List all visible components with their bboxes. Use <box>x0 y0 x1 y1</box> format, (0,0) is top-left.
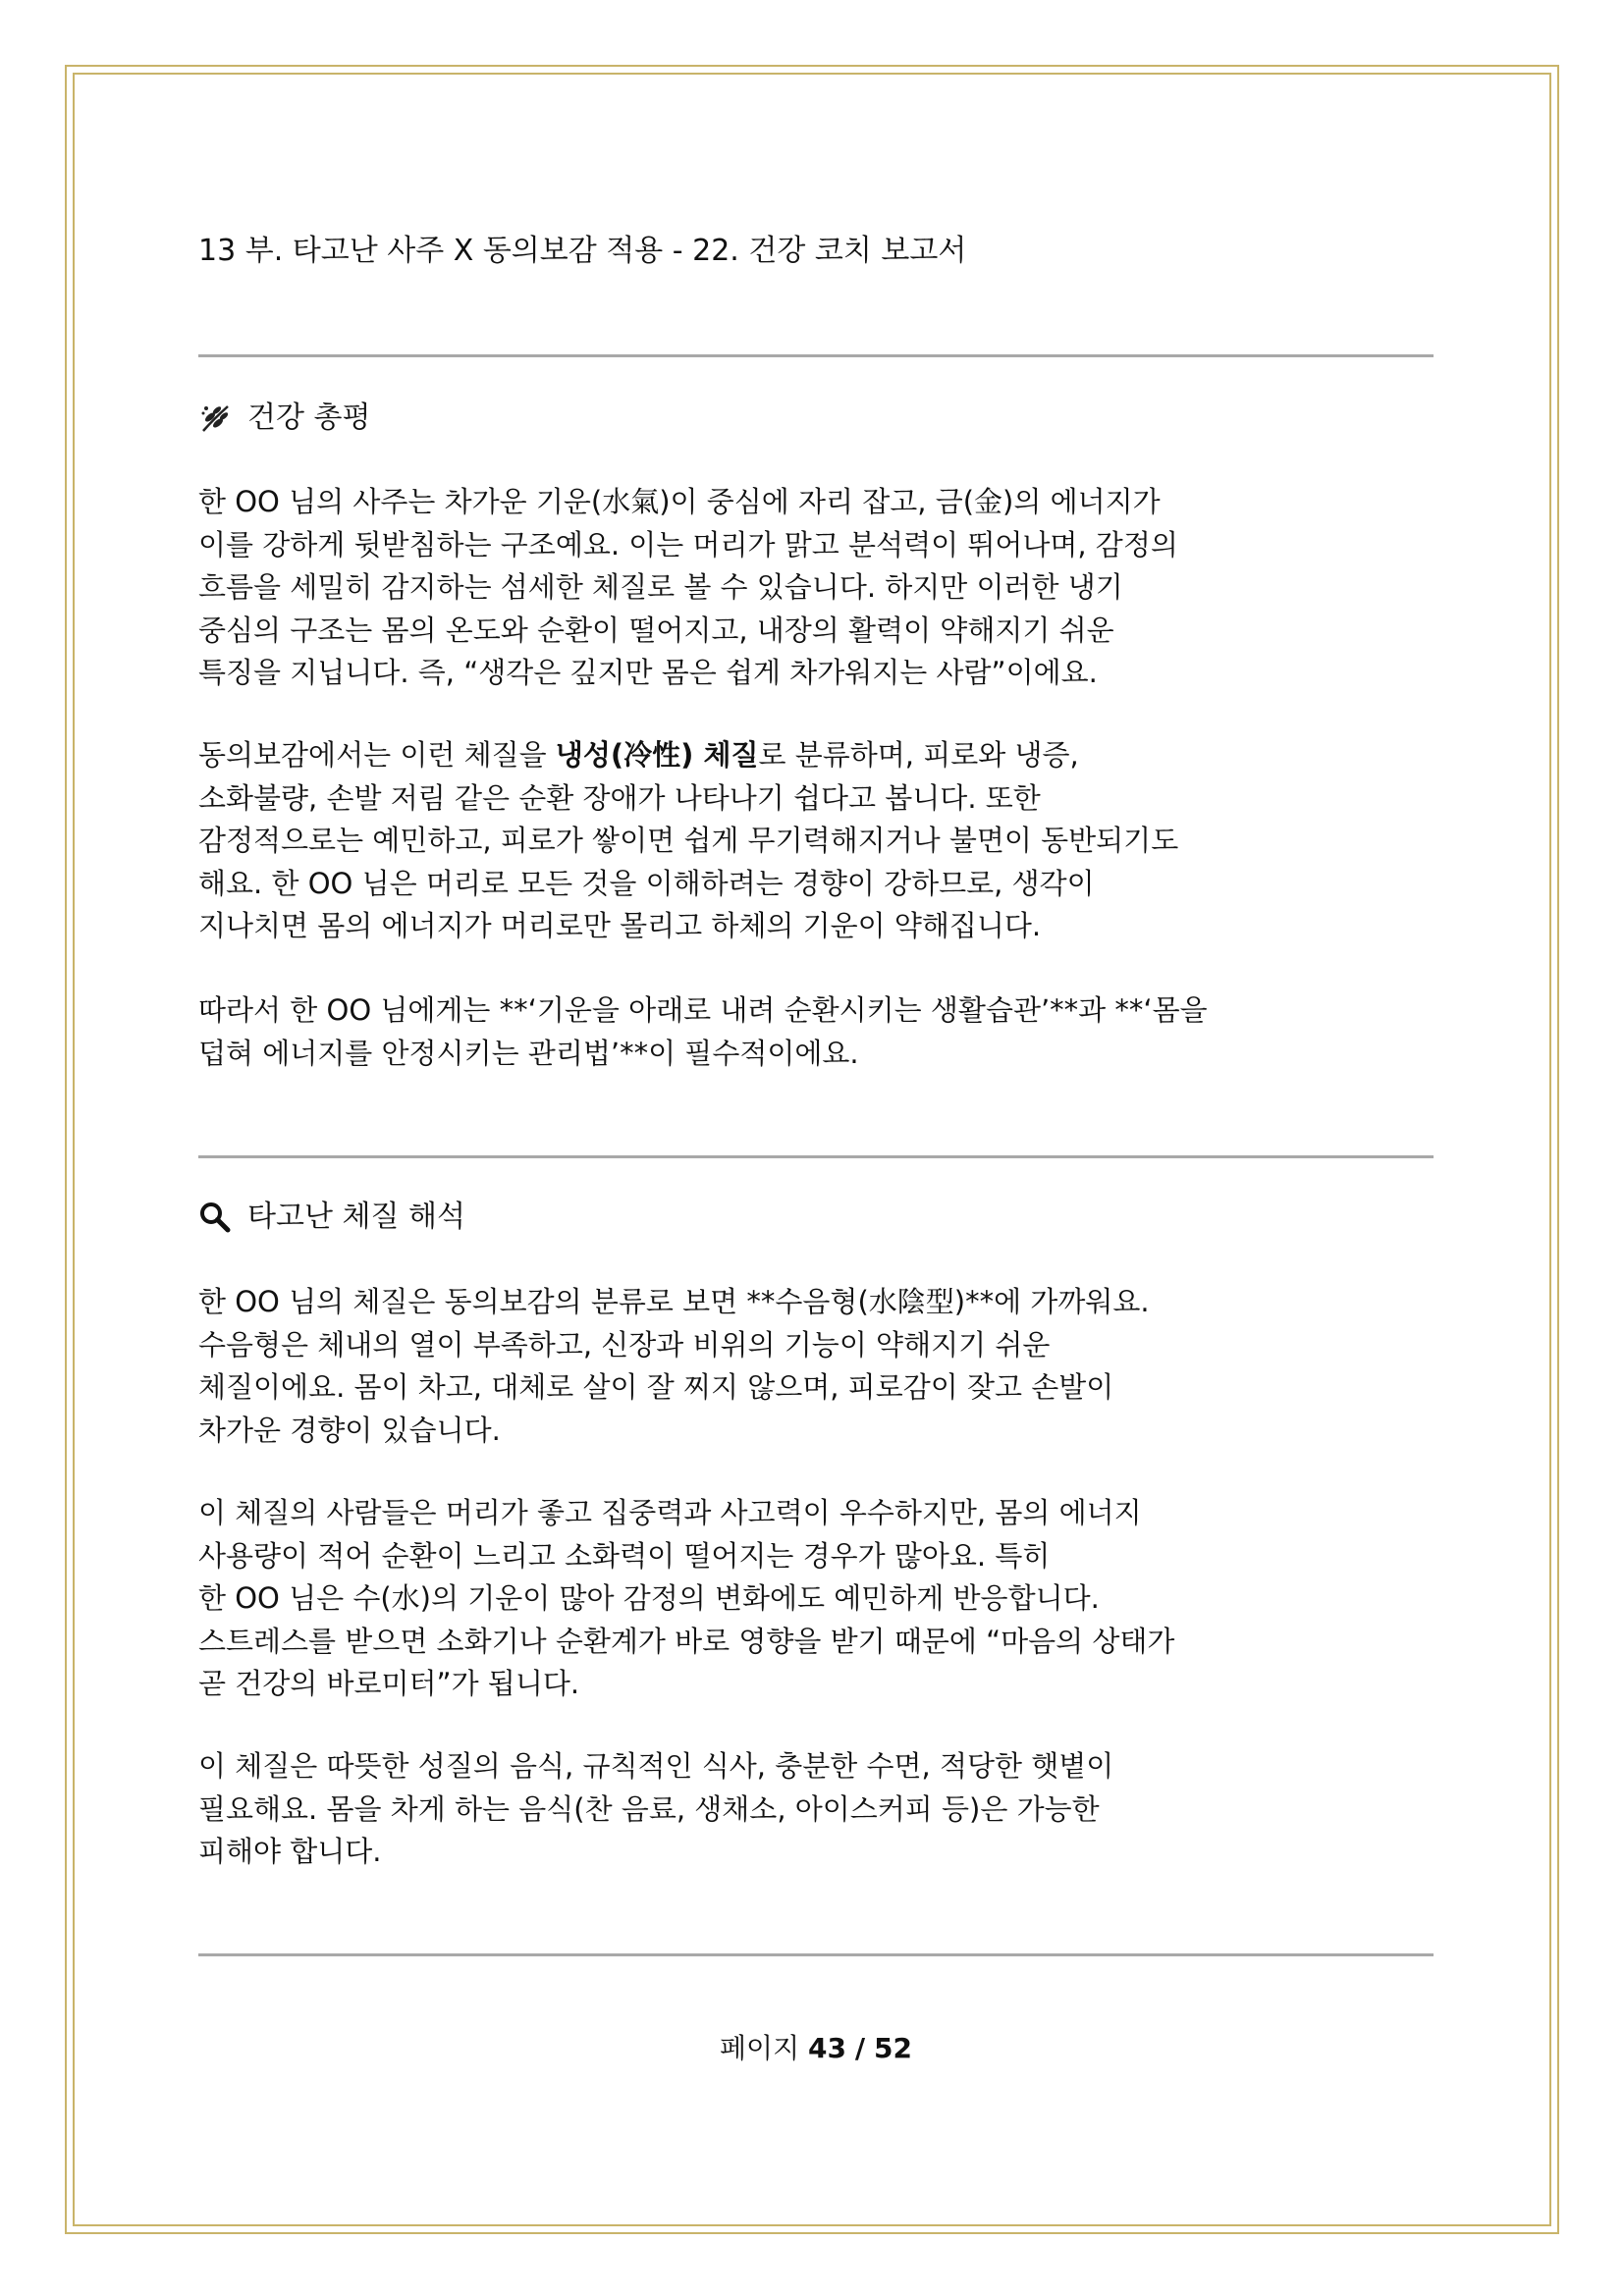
text-line: 차가운 경향이 있습니다. <box>198 1413 501 1447</box>
text-line: 사용량이 적어 순환이 느리고 소화력이 떨어지는 경우가 많아요. 특히 <box>198 1538 1051 1573</box>
text-line: 필요해요. 몸을 차게 하는 음식(찬 음료, 생채소, 아이스커피 등)은 가능한 <box>198 1791 1100 1826</box>
emphasis-text: 냉성(冷性) 체질 <box>555 738 759 772</box>
page-label: 페이지 <box>719 2032 800 2064</box>
paragraph <box>198 481 1437 695</box>
section-heading-health-overview <box>198 399 370 438</box>
text-line: 따라서 한 OO 님에게는 **‘기운을 아래로 내려 순환시키는 생활습관’**과 **‘몸을 <box>198 993 1208 1027</box>
text-line: 이를 강하게 뒷받침하는 구조예요. 이는 머리가 맑고 분석력이 뛰어나며, 감정의 <box>198 527 1178 561</box>
text-line: 이 체질은 따뜻한 성질의 음식, 규칙적인 식사, 충분한 수면, 적당한 햇볕이 <box>198 1749 1114 1783</box>
text-line: 한 OO 님의 사주는 차가운 기운(水氣)이 중심에 자리 잡고, 금(金)의 에너지가 <box>198 485 1161 518</box>
document-title: 13 부. 타고난 사주 X 동의보감 적용 - 22. 건강 코치 보고서 <box>198 234 967 268</box>
current-page: 43 <box>808 2032 846 2064</box>
page-number <box>198 2031 1434 2066</box>
text-line: 스트레스를 받으면 소화기나 순환계가 바로 영향을 받기 때문에 “마음의 상태가 <box>198 1624 1175 1658</box>
text-line: 덥혀 에너지를 안정시키는 관리법’**이 필수적이에요. <box>198 1036 859 1070</box>
text-line: 한 OO 님의 체질은 동의보감의 분류로 보면 **수음형(水陰型)**에 가까워요. <box>198 1285 1150 1318</box>
paragraph <box>198 1492 1437 1706</box>
page-border-inner <box>73 73 1551 2226</box>
text-run: 동의보감에서는 이런 체질을 <box>198 738 556 772</box>
section-heading-label: 타고난 체질 해석 <box>247 1200 465 1234</box>
text-line: 특징을 지닙니다. 즉, “생각은 깊지만 몸은 쉽게 차가워지는 사람”이에요. <box>198 656 1098 689</box>
divider <box>198 354 1434 357</box>
text-line: 곧 건강의 바로미터”가 됩니다. <box>198 1667 580 1700</box>
text-line: 흐름을 세밀히 감지하는 섬세한 체질로 볼 수 있습니다. 하지만 이러한 냉기 <box>198 570 1123 604</box>
text-line: 체질이에요. 몸이 차고, 대체로 살이 잘 찌지 않으며, 피로감이 잦고 손발이 <box>198 1370 1114 1404</box>
total-pages: 52 <box>874 2032 913 2064</box>
text-line: 소화불량, 손발 저림 같은 순환 장애가 나타나기 쉽다고 봅니다. 또한 <box>198 780 1041 815</box>
paragraph <box>198 734 1437 948</box>
page-separator: / <box>854 2032 866 2064</box>
text-line: 피해야 합니다. <box>198 1835 382 1868</box>
text-line: 한 OO 님은 수(水)의 기운이 많아 감정의 변화에도 예민하게 반응합니다. <box>198 1581 1100 1615</box>
paragraph <box>198 1745 1437 1874</box>
text-line: 수음형은 체내의 열이 부족하고, 신장과 비위의 기능이 약해지기 쉬운 <box>198 1327 1051 1362</box>
text-line: 이 체질의 사람들은 머리가 좋고 집중력과 사고력이 우수하지만, 몸의 에너지 <box>198 1496 1142 1529</box>
divider <box>198 1155 1434 1158</box>
text-line: 지나치면 몸의 에너지가 머리로만 몰리고 하체의 기운이 약해집니다. <box>198 909 1042 942</box>
section-heading-constitution <box>198 1198 465 1237</box>
text-line <box>198 734 1437 777</box>
paragraph <box>198 989 1437 1075</box>
section-heading-label: 건강 총평 <box>247 400 371 435</box>
paragraph <box>198 1281 1437 1452</box>
text-line: 중심의 구조는 몸의 온도와 순환이 떨어지고, 내장의 활력이 약해지기 쉬운 <box>198 613 1114 647</box>
divider <box>198 1953 1434 1956</box>
search-icon <box>198 1201 232 1234</box>
herb-leaf-icon <box>198 401 232 435</box>
text-line: 해요. 한 OO 님은 머리로 모든 것을 이해하려는 경향이 강하므로, 생각이 <box>198 866 1095 900</box>
text-run: 로 분류하며, 피로와 냉증, <box>758 738 1079 772</box>
text-line: 감정적으로는 예민하고, 피로가 쌓이면 쉽게 무기력해지거나 불면이 동반되기도 <box>198 824 1179 857</box>
